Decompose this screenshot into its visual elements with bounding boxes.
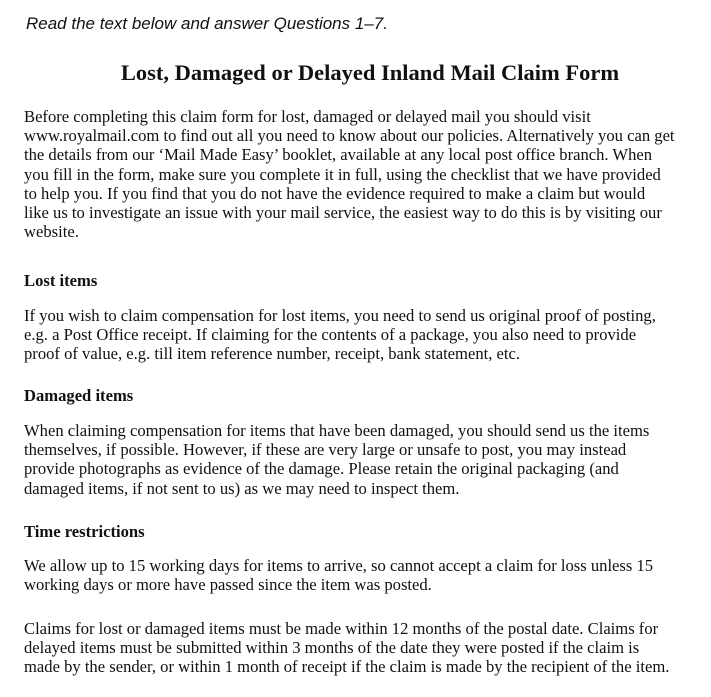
time-restrictions-line: delayed items must be submitted within 3 months of the date they were posted if the claim is	[24, 638, 640, 658]
intro-line: Before completing this claim form for lost, damaged or delayed mail you should visit	[24, 107, 591, 126]
time-restrictions-line: We allow up to 15 working days for items to arrive, so cannot accept a claim for loss unless 15	[24, 556, 654, 575]
intro-line: www.royalmail.com to find out all you need to know about our policies. Alternatively you can get	[24, 126, 675, 146]
time-restrictions-line: working days or more have passed since the item was posted.	[24, 575, 432, 595]
damaged-items-heading: Damaged items	[24, 386, 134, 405]
time-restrictions-line: Claims for lost or damaged items must be made within 12 months of the postal date. Claims for	[24, 619, 659, 638]
time-restrictions-heading: Time restrictions	[24, 522, 145, 541]
lost-items-paragraph	[24, 306, 656, 364]
damaged-items-line: When claiming compensation for items that have been damaged, you should send us the items	[24, 421, 650, 440]
intro-line: like us to investigate an issue with your mail service, the easiest way to do this is by visiting our	[24, 203, 662, 223]
lost-items-line: e.g. a Post Office receipt. If claiming for the contents of a package, you also need to provide	[24, 325, 637, 345]
damaged-items-paragraph	[24, 421, 649, 498]
intro-line: you fill in the form, make sure you complete it in full, using the checklist that we have provided	[24, 164, 661, 184]
intro-paragraph	[24, 107, 675, 241]
damaged-items-line: damaged items, if not sent to us) as we may need to inspect them.	[24, 478, 460, 498]
damaged-items-line: themselves, if possible. However, if these are very large or unsafe to post, you may instead	[24, 440, 627, 460]
lost-items-line: proof of value, e.g. till item reference number, receipt, bank statement, etc.	[24, 344, 521, 364]
damaged-items-line: provide photographs as evidence of the damage. Please retain the original packaging (and	[24, 459, 619, 479]
instruction-text: Read the text below and answer Questions 1–7.	[26, 14, 388, 33]
intro-line: to help you. If you find that you do not have the evidence required to make a claim but would	[24, 183, 646, 203]
lost-items-line: If you wish to claim compensation for lost items, you need to send us original proof of posting,	[24, 306, 656, 325]
lost-items-heading: Lost items	[24, 271, 98, 290]
time-restrictions-paragraph-2	[24, 619, 669, 677]
time-restrictions-paragraph-1	[24, 556, 653, 594]
time-restrictions-line: made by the sender, or within 1 month of receipt if the claim is made by the recipient of the item.	[24, 657, 670, 677]
intro-line: the details from our ‘Mail Made Easy’ booklet, available at any local post office branch. When	[24, 145, 653, 165]
intro-line: website.	[24, 222, 79, 242]
page-title: Lost, Damaged or Delayed Inland Mail Claim Form	[120, 60, 620, 85]
